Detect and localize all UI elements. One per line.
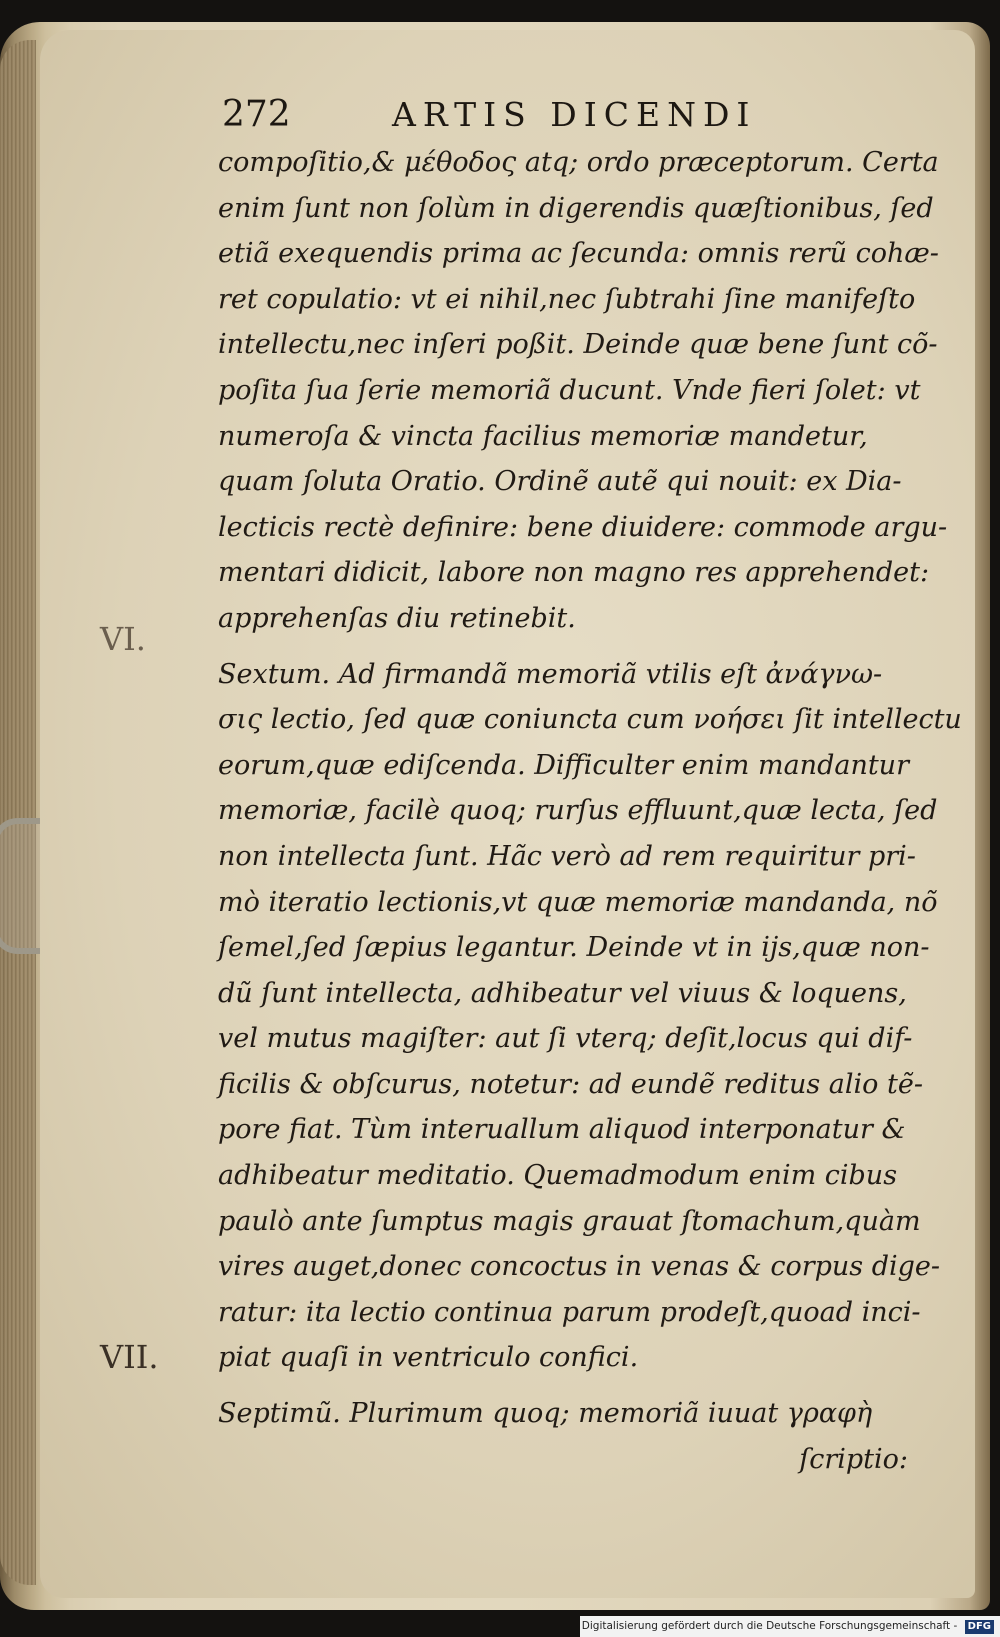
text-line: piat quaſi in ventriculo confici. [218, 1342, 639, 1374]
text-line: poſita ſua ſerie memoriã ducunt. Vnde fieri ſolet: vt [218, 374, 921, 406]
text-line: etiã exequendis prima ac ſecunda: omnis rerũ cohæ- [218, 238, 939, 270]
text-line: intellectu,nec inſeri poßit. Deinde quæ bene ſunt cõ- [218, 329, 938, 361]
page-header [222, 92, 922, 142]
text-line: apprehenſas diu retinebit. [218, 602, 576, 634]
paragraph-gap [218, 1381, 918, 1391]
text-line: non intellecta ſunt. Hãc verò ad rem requiritur pri- [218, 840, 916, 872]
text-line: σις lectio, ſed quæ coniuncta cum νοήσει ſit intellectu [218, 704, 962, 736]
text-line: lecticis rectè definire: bene diuidere: commode argu- [218, 511, 948, 543]
dfg-logo: DFG [965, 1620, 994, 1634]
page-edges [0, 40, 36, 1585]
text-line: ratur: ita lectio continua parum prodeſt,quoad inci- [218, 1296, 921, 1328]
text-line: ſemel,ſed ſæpius legantur. Deinde vt in ijs,quæ non- [218, 932, 930, 964]
paragraph-1 [218, 140, 948, 642]
text-line: mentari didicit, labore non magno res apprehendet: [218, 557, 930, 589]
text-line: enim ſunt non ſolùm in digerendis quæſtionibus, ſed [218, 192, 934, 224]
text-line: vires auget,donec concoctus in venas & corpus dige- [218, 1251, 941, 1283]
body-text [218, 140, 962, 1482]
text-line: adhibeatur meditatio. Quemadmodum enim cibus [218, 1160, 898, 1192]
digitization-footer [580, 1616, 1000, 1637]
text-line: vel mutus magiſter: aut ſi vterq; deſit,locus qui dif- [218, 1023, 913, 1055]
paragraph-gap [218, 642, 918, 652]
text-line: pore fiat. Tùm interuallum aliquod interponatur & [218, 1114, 906, 1146]
catchword: ſcriptio: [799, 1443, 908, 1475]
text-line: numeroſa & vincta facilius memoriæ mandetur, [218, 420, 868, 452]
text-line: memoriæ, facilè quoq; rurſus effluunt,quæ lecta, ſed [218, 795, 938, 827]
text-line: Septimũ. Plurimum quoq; memoriã iuuat γραφὴ [218, 1398, 873, 1430]
page-number: 272 [222, 94, 291, 135]
text-line: compoſitio,& μέθοδος atq; ordo præceptorum. Certa [218, 147, 939, 178]
text-line: ficilis & obſcurus, notetur: ad eundẽ reditus alio tẽ- [218, 1068, 923, 1100]
footer-credit: Digitalisierung gefördert durch die Deutsche Forschungsgemeinschaft - [581, 1620, 958, 1632]
paragraph-3 [218, 1391, 918, 1437]
text-line: dũ ſunt intellecta, adhibeatur vel viuus & loquens, [218, 977, 907, 1009]
text-line: eorum,quæ ediſcenda. Difficulter enim mandantur [218, 749, 909, 781]
running-head: ARTIS DICENDI [392, 95, 757, 134]
text-line: Sextum. Ad firmandã memoriã vtilis eſt ἀνάγνω- [218, 658, 883, 690]
paragraph-2 [218, 652, 962, 1382]
text-line: mò iteratio lectionis,vt quæ memoriæ mandanda, nõ [218, 886, 938, 918]
text-line: ret copulatio: vt ei nihil,nec ſubtrahi ſine manifeſto [218, 283, 916, 315]
marginal-numeral-vii: VII. [100, 1338, 159, 1376]
marginal-numeral-vi: VI. [100, 620, 146, 658]
text-line: quam ſoluta Oratio. Ordinẽ autẽ qui nouit: ex Dia- [218, 466, 902, 498]
text-line: paulò ante ſumptus magis grauat ſtomachum,quàm [218, 1205, 921, 1237]
